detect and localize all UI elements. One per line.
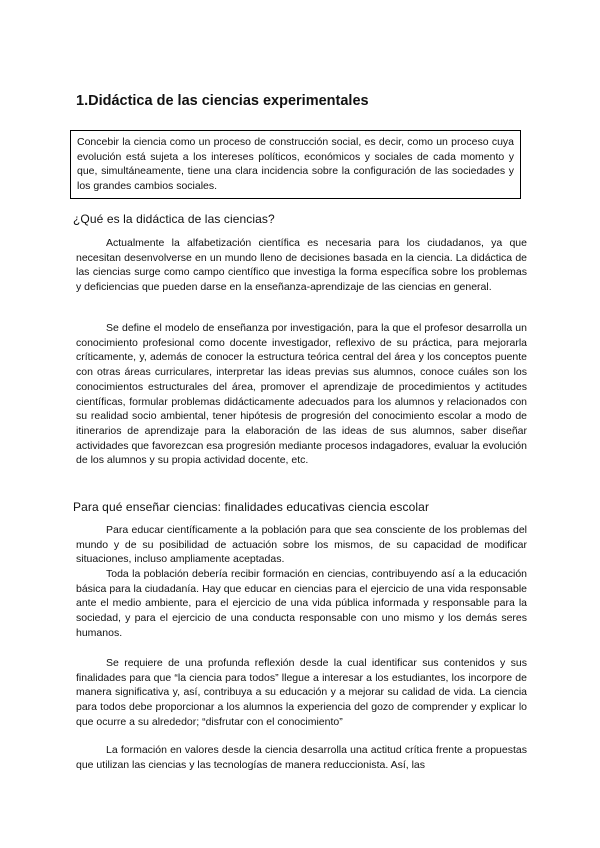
boxed-definition: Concebir la ciencia como un proceso de construcción social, es decir, como un proceso cuya evolución está sujeta a los intereses políticos, económicos y sociales de cada momento y que, simultáneamente, tiene una clara incidencia sobre la configuración de las sociedades y los grandes cambios sociales. [70, 130, 521, 199]
subheading-what-is-didactics: ¿Qué es la didáctica de las ciencias? [73, 212, 275, 226]
paragraph-2: Se define el modelo de enseñanza por investigación, para la que el profesor desarrolla un conocimiento profesional como docente investigador, reflexivo de su práctica, para mejorarla críticamente, y, además de conocer la estructura teórica central del área y los conceptos puente con otras áreas curriculares, interpretar las ideas previas sus alumnos, conoce cuáles son los conocimientos estructurales del área, promover el aprendizaje de procedimientos y actitudes científicas, formular problemas didácticamente adecuados para los alumnos y relacionados con su realidad socio ambiental, tener hipótesis de progresión del conocimiento escolar a modo de itinerarios de aprendizaje para la elaboración de las ideas de sus alumnos, saber diseñar actividades que favorezcan esa progresión mediante procesos indagadores, evaluar la evolución de los alumnos y su propia actividad docente, etc. [76, 322, 527, 467]
paragraph-1: Actualmente la alfabetización científica es necesaria para los ciudadanos, ya que necesitan desenvolverse en un mundo lleno de decisiones basada en la ciencia. La didáctica de las ciencias surge como campo científico que investiga la forma específica sobre los problemas y deficiencias que pueden darse en la enseñanza-aprendizaje de las ciencias en general. [76, 237, 527, 294]
paragraph-3: Para educar científicamente a la población para que sea consciente de los problemas del mundo y de su posibilidad de actuación sobre los mismos, de su capacidad de modificar situaciones, incluso ampliamente aceptadas. [76, 524, 527, 566]
section-title: 1.Didáctica de las ciencias experimentales [76, 93, 369, 109]
paragraph-4: Toda la población debería recibir formación en ciencias, contribuyendo así a la educación básica para la ciudadanía. Hay que educar en ciencias para el ejercicio de una vida responsable ante el medio ambiente, para el ejercicio de una vida pública informada y responsable para la sociedad, y para el ejercicio de una conducta responsable con uno mismo y los demás seres humanos. [76, 568, 527, 639]
paragraph-6: La formación en valores desde la ciencia desarrolla una actitud crítica frente a propuestas que utilizan las ciencias y las tecnologías de manera reduccionista. Así, las [76, 744, 527, 771]
paragraph-5: Se requiere de una profunda reflexión desde la cual identificar sus contenidos y sus finalidades para que “la ciencia para todos” llegue a interesar a los estudiantes, los incorpore de manera significativa y, así, contribuya a su educación y a mejorar su calidad de vida. La ciencia para todos debe proporcionar a los alumnos la experiencia del gozo de comprender y explicar lo que ocurre a su alrededor; “disfrutar con el conocimiento” [76, 657, 527, 728]
subheading-why-teach-science: Para qué enseñar ciencias: finalidades educativas ciencia escolar [73, 500, 430, 514]
